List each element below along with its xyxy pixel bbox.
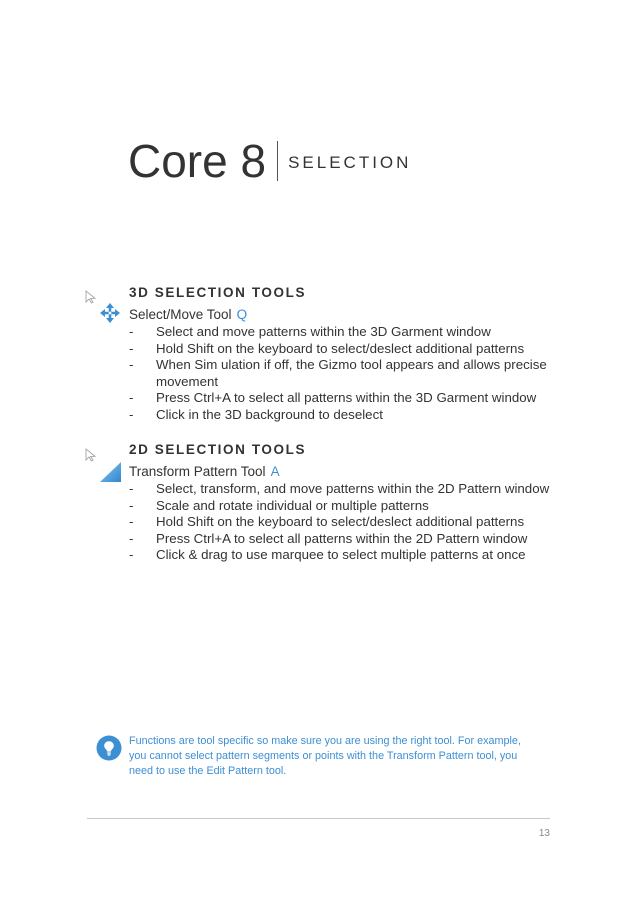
footer-divider — [87, 818, 550, 819]
page-title — [128, 133, 411, 189]
list-item: - Select and move patterns within the 3D Garment window — [129, 324, 569, 341]
bullet-list — [129, 324, 569, 423]
move-arrows-icon — [99, 302, 121, 324]
shortcut-key: Q — [236, 307, 248, 322]
lightbulb-icon — [96, 735, 122, 761]
shortcut-key: A — [270, 464, 280, 479]
list-item: - Press Ctrl+A to select all patterns within the 3D Garment window — [129, 390, 569, 407]
list-item: - Hold Shift on the keyboard to select/deslect additional patterns — [129, 514, 569, 531]
section-3d-selection — [129, 285, 569, 423]
page-number: 13 — [538, 828, 550, 839]
tip-callout — [96, 734, 526, 778]
title-divider — [277, 141, 278, 181]
list-item: - When Sim ulation if off, the Gizmo tool appears and allows precise movement — [129, 357, 569, 390]
list-item: - Scale and rotate individual or multiple patterns — [129, 498, 569, 515]
list-item: - Click in the 3D background to deselect — [129, 407, 569, 424]
tool-title — [129, 307, 569, 322]
section-heading: 3D SELECTION TOOLS — [129, 285, 307, 300]
chapter-title: Core 8 — [128, 135, 267, 187]
list-item: - Press Ctrl+A to select all patterns within the 2D Pattern window — [129, 531, 569, 548]
list-item: - Click & drag to use marquee to select multiple patterns at once — [129, 547, 569, 564]
cursor-icon — [85, 290, 97, 304]
list-item: - Hold Shift on the keyboard to select/deslect additional patterns — [129, 341, 569, 358]
bullet-list — [129, 481, 569, 564]
section-heading: 2D SELECTION TOOLS — [129, 442, 307, 457]
tip-text: Functions are tool specific so make sure you are using the right tool. For example, you cannot select pattern segments or points with the Transform Pattern tool, you need to use the Edit Pattern tool. — [129, 735, 521, 777]
transform-triangle-icon — [99, 461, 122, 483]
tool-title — [129, 464, 569, 479]
tool-name: Select/Move Tool — [129, 307, 232, 322]
cursor-icon — [85, 448, 97, 462]
section-title: SELECTION — [288, 153, 412, 172]
section-2d-selection — [129, 442, 569, 564]
list-item: - Select, transform, and move patterns within the 2D Pattern window — [129, 481, 569, 498]
tool-name: Transform Pattern Tool — [129, 464, 266, 479]
